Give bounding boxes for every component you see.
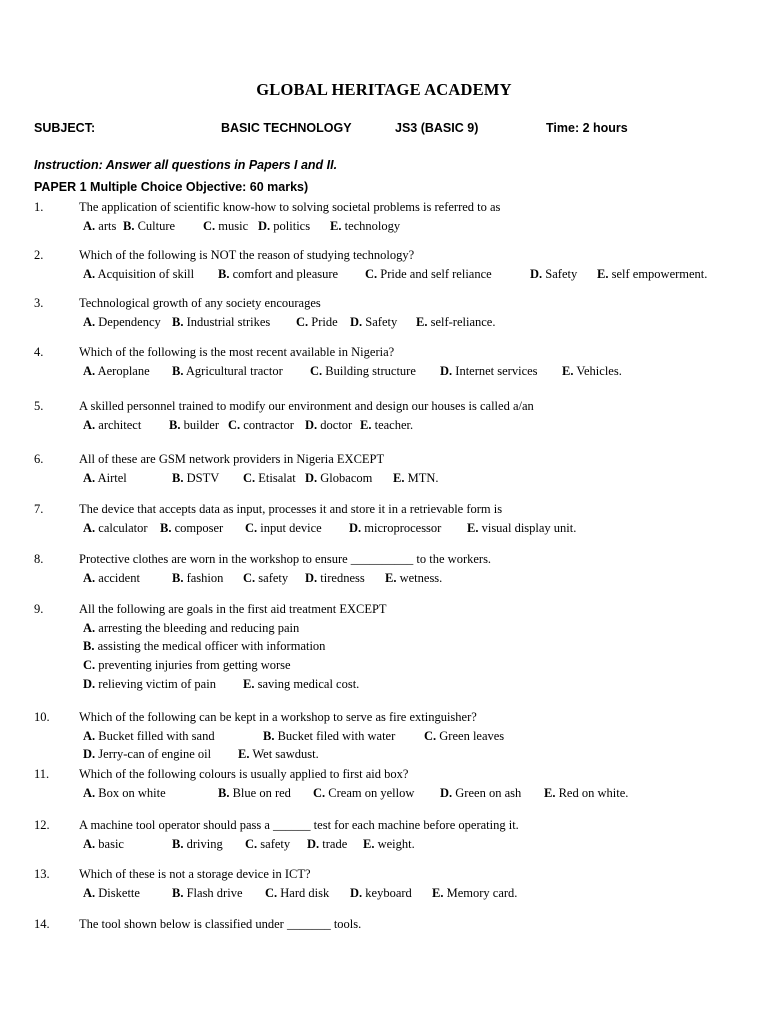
- option-text: Pride and self reliance: [377, 266, 492, 281]
- answer-option: [83, 747, 211, 762]
- option-text: basic: [95, 836, 124, 851]
- question-text: A skilled personnel trained to modify our environment and design our houses is called a/an: [79, 399, 534, 413]
- question-number: 3.: [34, 296, 44, 310]
- option-text: visual display unit.: [478, 520, 577, 535]
- option-letter: C.: [203, 218, 216, 233]
- option-text: accident: [95, 570, 140, 585]
- answer-option: [350, 315, 397, 330]
- option-letter: C.: [228, 417, 241, 432]
- option-text: architect: [95, 417, 142, 432]
- answer-option: [385, 571, 442, 586]
- option-letter: C.: [243, 570, 256, 585]
- question-text: Which of the following colours is usually applied to first aid box?: [79, 767, 409, 781]
- question-number: 6.: [34, 452, 44, 466]
- option-letter: B.: [172, 570, 184, 585]
- answer-option: [258, 219, 310, 234]
- option-text: Box on white: [95, 785, 166, 800]
- option-letter: E.: [544, 785, 556, 800]
- option-letter: D.: [349, 520, 362, 535]
- answer-option: [83, 786, 166, 801]
- answer-option: [562, 364, 622, 379]
- answer-option: [83, 621, 299, 636]
- answer-option: [169, 418, 219, 433]
- option-letter: C.: [313, 785, 326, 800]
- answer-option: [218, 786, 291, 801]
- answer-option: [597, 267, 707, 282]
- answer-option: [83, 571, 140, 586]
- option-text: MTN.: [404, 470, 439, 485]
- option-letter: A.: [83, 470, 96, 485]
- answer-option: [172, 886, 243, 901]
- option-text: Green leaves: [436, 728, 505, 743]
- answer-option: [218, 267, 338, 282]
- option-text: saving medical cost.: [254, 676, 360, 691]
- paper-title: PAPER 1 Multiple Choice Objective: 60 marks): [34, 180, 309, 194]
- option-text: Industrial strikes: [183, 314, 271, 329]
- option-letter: B.: [172, 885, 184, 900]
- option-text: Safety: [362, 314, 398, 329]
- answer-option: [349, 521, 441, 536]
- question-text: All the following are goals in the first aid treatment EXCEPT: [79, 602, 387, 616]
- answer-option: [360, 418, 413, 433]
- option-text: technology: [341, 218, 401, 233]
- option-letter: D.: [440, 785, 453, 800]
- option-letter: E.: [467, 520, 479, 535]
- option-letter: B.: [160, 520, 172, 535]
- answer-option: [243, 677, 359, 692]
- option-letter: E.: [432, 885, 444, 900]
- option-text: arresting the bleeding and reducing pain: [95, 620, 300, 635]
- option-text: arts: [95, 218, 117, 233]
- option-letter: E.: [597, 266, 609, 281]
- answer-option: [83, 677, 216, 692]
- option-text: Memory card.: [443, 885, 518, 900]
- option-letter: A.: [83, 620, 96, 635]
- option-text: Red on white.: [555, 785, 629, 800]
- option-letter: C.: [365, 266, 378, 281]
- option-text: preventing injuries from getting worse: [95, 658, 291, 673]
- option-letter: D.: [305, 470, 318, 485]
- question-number: 7.: [34, 502, 44, 516]
- option-letter: D.: [305, 570, 318, 585]
- option-text: contractor: [240, 417, 294, 432]
- option-text: Culture: [134, 218, 176, 233]
- question-number: 4.: [34, 345, 44, 359]
- answer-option: [172, 315, 270, 330]
- option-text: composer: [171, 520, 224, 535]
- option-letter: B.: [172, 314, 184, 329]
- question-text: Protective clothes are worn in the workshop to ensure __________ to the workers.: [79, 552, 492, 566]
- option-text: Airtel: [95, 470, 127, 485]
- option-text: Dependency: [95, 314, 161, 329]
- option-text: Wet sawdust.: [249, 747, 319, 762]
- answer-option: [83, 471, 127, 486]
- answer-option: [307, 837, 347, 852]
- option-text: Hard disk: [277, 885, 330, 900]
- answer-option: [265, 886, 329, 901]
- question-number: 10.: [34, 710, 50, 724]
- option-letter: C.: [243, 470, 256, 485]
- option-letter: C.: [245, 520, 258, 535]
- question-number: 13.: [34, 867, 50, 881]
- option-text: calculator: [95, 520, 148, 535]
- option-text: keyboard: [362, 885, 412, 900]
- option-letter: A.: [83, 417, 96, 432]
- answer-option: [83, 639, 325, 654]
- answer-option: [393, 471, 439, 486]
- question-text: Which of these is not a storage device in ICT?: [79, 867, 311, 881]
- option-text: self empowerment.: [608, 266, 708, 281]
- answer-option: [172, 571, 223, 586]
- option-letter: E.: [562, 363, 574, 378]
- option-text: Acquisition of skill: [95, 266, 195, 281]
- option-text: microprocessor: [361, 520, 442, 535]
- answer-option: [263, 729, 395, 744]
- option-text: builder: [180, 417, 220, 432]
- option-letter: C.: [83, 658, 96, 673]
- option-text: self-reliance.: [427, 314, 496, 329]
- option-text: Globacom: [317, 470, 373, 485]
- option-letter: A.: [83, 785, 96, 800]
- option-letter: B.: [263, 728, 275, 743]
- option-letter: B.: [83, 639, 95, 654]
- option-text: Safety: [542, 266, 578, 281]
- option-text: Building structure: [322, 363, 416, 378]
- answer-option: [544, 786, 628, 801]
- option-text: comfort and pleasure: [229, 266, 339, 281]
- question-number: 8.: [34, 552, 44, 566]
- answer-option: [83, 729, 215, 744]
- option-text: Green on ash: [452, 785, 522, 800]
- answer-option: [83, 267, 194, 282]
- answer-option: [245, 837, 290, 852]
- option-letter: D.: [258, 218, 271, 233]
- option-letter: B.: [172, 836, 184, 851]
- option-text: Bucket filed with water: [274, 728, 396, 743]
- question-number: 12.: [34, 818, 50, 832]
- option-text: Jerry-can of engine oil: [95, 747, 212, 762]
- option-text: input device: [257, 520, 322, 535]
- option-letter: A.: [83, 363, 96, 378]
- option-text: teacher.: [371, 417, 414, 432]
- question-text: The device that accepts data as input, processes it and store it in a retrievable form is: [79, 502, 503, 516]
- option-text: Agricultural tractor: [183, 363, 283, 378]
- option-text: assisting the medical officer with information: [94, 639, 326, 654]
- question-number: 1.: [34, 200, 44, 214]
- question-text: Which of the following can be kept in a workshop to serve as fire extinguisher?: [79, 710, 477, 724]
- option-letter: B.: [172, 363, 184, 378]
- option-letter: C.: [424, 728, 437, 743]
- question-text: Which of the following is the most recent available in Nigeria?: [79, 345, 395, 359]
- option-text: tiredness: [317, 570, 365, 585]
- question-text: Which of the following is NOT the reason of studying technology?: [79, 248, 415, 262]
- option-letter: D.: [530, 266, 543, 281]
- option-letter: D.: [307, 836, 320, 851]
- option-letter: D.: [350, 314, 363, 329]
- answer-option: [172, 471, 219, 486]
- answer-option: [365, 267, 492, 282]
- question-text: The application of scientific know-how to solving societal problems is referred to as: [79, 200, 501, 214]
- option-text: doctor: [317, 417, 353, 432]
- option-text: politics: [270, 218, 311, 233]
- answer-option: [296, 315, 338, 330]
- answer-option: [83, 315, 161, 330]
- time-label: Time: 2 hours: [546, 121, 628, 135]
- option-text: Bucket filled with sand: [95, 728, 215, 743]
- question-number: 9.: [34, 602, 44, 616]
- option-letter: A.: [83, 885, 96, 900]
- option-text: DSTV: [183, 470, 220, 485]
- option-letter: B.: [172, 470, 184, 485]
- answer-option: [228, 418, 294, 433]
- answer-option: [313, 786, 414, 801]
- answer-option: [83, 658, 291, 673]
- option-letter: B.: [218, 266, 230, 281]
- option-text: Etisalat: [255, 470, 296, 485]
- option-text: fashion: [183, 570, 224, 585]
- option-letter: C.: [310, 363, 323, 378]
- question-text: A machine tool operator should pass a ______ test for each machine before operating it.: [79, 818, 519, 832]
- answer-option: [330, 219, 400, 234]
- answer-option: [172, 837, 223, 852]
- option-text: wetness.: [396, 570, 443, 585]
- question-number: 5.: [34, 399, 44, 413]
- option-letter: D.: [83, 676, 96, 691]
- option-letter: B.: [169, 417, 181, 432]
- option-letter: A.: [83, 218, 96, 233]
- answer-option: [83, 418, 141, 433]
- option-text: Pride: [308, 314, 338, 329]
- option-letter: D.: [83, 747, 96, 762]
- option-letter: A.: [83, 570, 96, 585]
- answer-option: [363, 837, 415, 852]
- option-text: music: [215, 218, 249, 233]
- option-letter: C.: [265, 885, 278, 900]
- answer-option: [530, 267, 577, 282]
- answer-option: [83, 837, 124, 852]
- answer-option: [123, 219, 175, 234]
- answer-option: [310, 364, 416, 379]
- answer-option: [160, 521, 223, 536]
- option-text: Vehicles.: [573, 363, 622, 378]
- question-text: All of these are GSM network providers in Nigeria EXCEPT: [79, 452, 385, 466]
- answer-option: [83, 886, 140, 901]
- option-text: Diskette: [95, 885, 140, 900]
- option-letter: B.: [123, 218, 135, 233]
- answer-option: [172, 364, 283, 379]
- answer-option: [416, 315, 495, 330]
- option-letter: A.: [83, 728, 96, 743]
- instruction: Instruction: Answer all questions in Papers I and II.: [34, 158, 338, 172]
- option-text: driving: [183, 836, 223, 851]
- answer-option: [424, 729, 504, 744]
- option-letter: E.: [393, 470, 405, 485]
- option-letter: B.: [218, 785, 230, 800]
- option-text: Internet services: [452, 363, 538, 378]
- answer-option: [83, 219, 116, 234]
- answer-option: [305, 571, 365, 586]
- question-number: 11.: [34, 767, 50, 781]
- option-letter: E.: [238, 747, 250, 762]
- class-label: JS3 (BASIC 9): [395, 121, 479, 135]
- option-letter: D.: [305, 417, 318, 432]
- option-letter: E.: [416, 314, 428, 329]
- subject-name: BASIC TECHNOLOGY: [221, 121, 352, 135]
- option-letter: A.: [83, 266, 96, 281]
- answer-option: [440, 364, 538, 379]
- subject-label: SUBJECT:: [34, 121, 96, 135]
- answer-option: [432, 886, 517, 901]
- answer-option: [350, 886, 412, 901]
- question-number: 14.: [34, 917, 50, 931]
- option-text: relieving victim of pain: [95, 676, 216, 691]
- answer-option: [245, 521, 322, 536]
- school-title: GLOBAL HERITAGE ACADEMY: [256, 80, 512, 99]
- option-letter: E.: [330, 218, 342, 233]
- option-text: Aeroplane: [95, 363, 150, 378]
- option-letter: E.: [360, 417, 372, 432]
- answer-option: [83, 364, 150, 379]
- option-text: Blue on red: [229, 785, 291, 800]
- answer-option: [203, 219, 248, 234]
- question-text: The tool shown below is classified under _______ tools.: [79, 917, 362, 931]
- answer-option: [467, 521, 576, 536]
- option-text: safety: [257, 836, 291, 851]
- option-letter: E.: [363, 836, 375, 851]
- option-letter: A.: [83, 314, 96, 329]
- option-text: weight.: [374, 836, 415, 851]
- option-text: Cream on yellow: [325, 785, 415, 800]
- question-number: 2.: [34, 248, 44, 262]
- question-text: Technological growth of any society encourages: [79, 296, 321, 310]
- answer-option: [305, 418, 352, 433]
- option-letter: C.: [296, 314, 309, 329]
- answer-option: [83, 521, 148, 536]
- option-text: trade: [319, 836, 348, 851]
- option-text: safety: [255, 570, 289, 585]
- answer-option: [440, 786, 521, 801]
- option-letter: E.: [243, 676, 255, 691]
- option-letter: E.: [385, 570, 397, 585]
- answer-option: [305, 471, 372, 486]
- answer-option: [238, 747, 319, 762]
- answer-option: [243, 571, 288, 586]
- option-letter: D.: [350, 885, 363, 900]
- answer-option: [243, 471, 296, 486]
- option-text: Flash drive: [183, 885, 243, 900]
- option-letter: A.: [83, 836, 96, 851]
- option-letter: A.: [83, 520, 96, 535]
- option-letter: D.: [440, 363, 453, 378]
- option-letter: C.: [245, 836, 258, 851]
